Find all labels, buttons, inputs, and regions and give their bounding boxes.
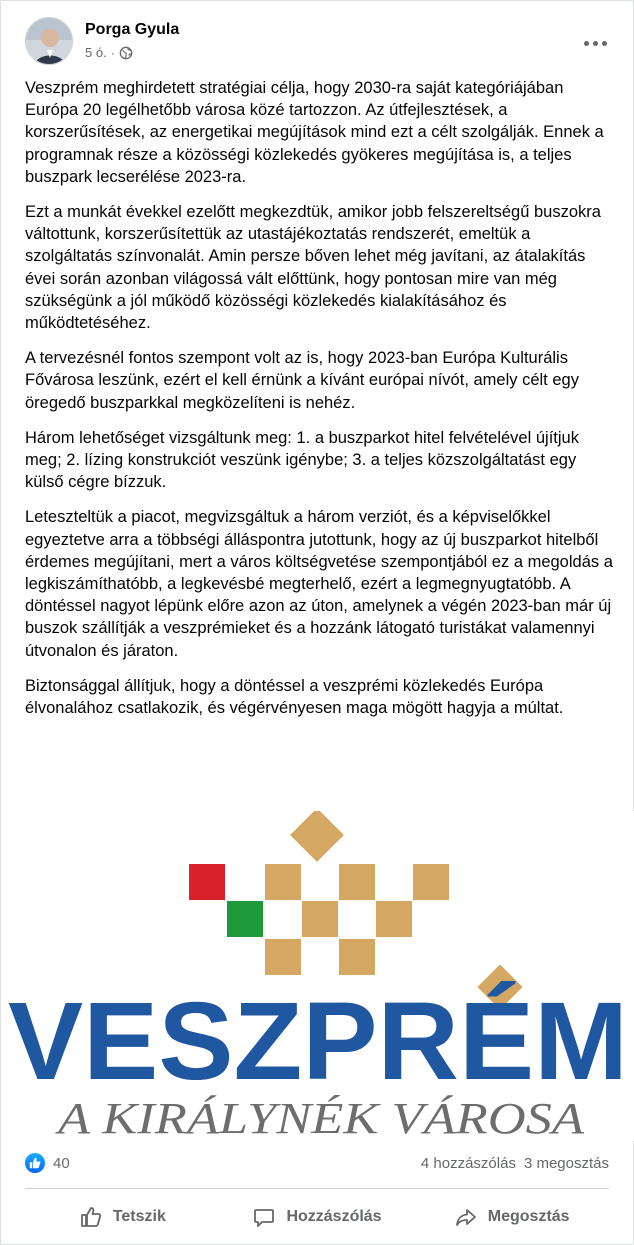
author-name[interactable]: Porga Gyula <box>85 21 180 38</box>
divider <box>25 1188 609 1189</box>
share-icon <box>454 1205 478 1229</box>
thumbs-up-icon <box>79 1205 103 1229</box>
dot-icon <box>584 41 589 46</box>
logo-tagline: A KIRÁLYNÉK VÁROSA <box>54 1094 586 1141</box>
post-paragraph: Három lehetőséget vizsgáltunk meg: 1. a buszparkot hitel felvételével újítjuk meg; 2. lízing konstrukciót veszünk igénybe; 3. a teljes közszolgáltatást egy külső cégre bízzuk. <box>25 428 579 492</box>
post-paragraph: Ezt a munkát évekkel ezelőtt megkezdtük, amikor jobb felszereltségű buszokra váltottunk, korszerűsítettük az utastájékoztatás rendszerét, emeltük a szolgáltatás színvonalát. Amin persze bőven lehet még javítani, az átalakítás évei során azonban világossá vált előttünk, hogy pontosan mire van még szükségünk a jól működő közösségi közlekedés kialakításához és működtetéséhez. <box>25 203 601 333</box>
post-actions <box>25 1193 609 1241</box>
avatar-photo <box>26 18 73 65</box>
comment-button[interactable] <box>220 1193 415 1241</box>
reaction-summary[interactable] <box>25 1153 70 1173</box>
comment-icon <box>252 1205 276 1229</box>
meta-separator: · <box>110 45 115 60</box>
post-time[interactable]: 5 ó. <box>85 45 107 60</box>
author-avatar[interactable] <box>25 17 73 65</box>
logo-wordmark: VESZPRÉM <box>8 980 628 1103</box>
dot-icon <box>593 41 598 46</box>
post-image[interactable] <box>1 811 634 1141</box>
globe-icon <box>119 46 133 60</box>
more-options-button[interactable] <box>577 25 613 61</box>
post-paragraph: Leteszteltük a piacot, megvizsgáltuk a három verziót, és a képviselőkkel egyeztetve arra a többségi álláspontra jutottunk, hogy az új buszparkot hitelből érdemes megújítani, mert a város költségvetése szempontjából ez a megoldás a legkiszámíthatóbb, a legkevésbé megterhelő, ezért a legmegnyugtatóbb. A döntéssel nagyot lépünk előre azon az úton, amelynek a végén 2023-ban már új buszok szállítják a veszprémieket és a hozzánk látogató turistákat valamennyi útvonalon és járaton. <box>25 508 613 660</box>
reactions-bar <box>25 1151 609 1175</box>
like-button[interactable] <box>25 1193 220 1241</box>
reaction-count: 40 <box>53 1154 70 1172</box>
like-icon <box>25 1153 45 1173</box>
post-paragraph: Veszprém meghirdetett stratégiai célja, hogy 2030-ra saját kategóriájában Európa 20 legélhetőbb városa közé tartozzon. Az útfejlesztések, a korszerűsítések, az energetikai megújítások mind ezt a célt szolgálják. Ennek a programnak része a közösségi közlekedés gyökeres megújítása is, a teljes buszpark lecserélése 2023-ra. <box>25 79 604 186</box>
dot-icon <box>602 41 607 46</box>
post-text <box>25 77 615 732</box>
share-label: Megosztás <box>487 1208 570 1225</box>
share-count[interactable]: 3 megosztás <box>523 1154 609 1172</box>
like-label: Tetszik <box>112 1208 166 1225</box>
share-button[interactable] <box>414 1193 609 1241</box>
post-header <box>25 17 617 65</box>
engagement-counts <box>421 1155 609 1172</box>
comment-label: Hozzászólás <box>286 1208 382 1225</box>
veszprem-logo <box>1 811 634 1141</box>
post-paragraph: Biztonsággal állítjuk, hogy a döntéssel a veszprémi közlekedés Európa élvonalához csatlakozik, és végérvényesen maga mögött hagyja a múltat. <box>25 676 564 718</box>
comment-count[interactable]: 4 hozzászólás <box>420 1154 516 1172</box>
post-meta <box>85 45 133 60</box>
post-paragraph: A tervezésnél fontos szempont volt az is, hogy 2023-ban Európa Kulturális Fővárosa leszünk, ezért el kell érnünk a kívánt európai nívót, amely célt egy öregedő buszparkkal megközelíteni is nehéz. <box>25 349 579 412</box>
